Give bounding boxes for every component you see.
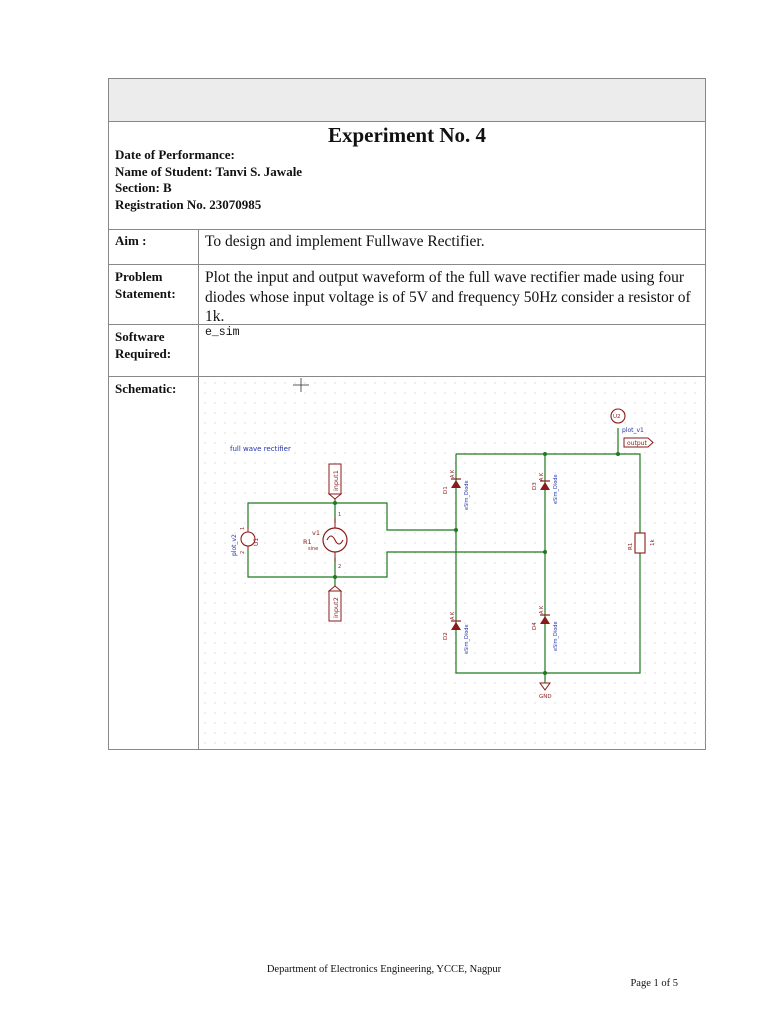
d1-cathode-pin: K [450,469,456,473]
source-ref: v1 [312,529,320,537]
output-port [624,438,653,447]
problem-label-line1: Problem [115,269,163,284]
problem-row [109,265,705,325]
d1-model: eSim_Diode [464,480,470,510]
registration-number: Registration No. 23070985 [115,196,262,212]
problem-value: Plot the input and output waveform of the full wave rectifier made using four diodes whose input voltage is of 5V and frequency 50Hz consider a resistor of 1k. [205,269,691,325]
d1-ref: D1 [443,486,449,494]
d2-cathode-pin: K [450,611,456,615]
d2-model: eSim_Diode [464,624,470,654]
header-banner [109,79,705,122]
source-value: sine [308,546,319,552]
d3-ref: D3 [532,482,538,490]
software-value: e_sim [205,326,240,339]
page-title: Experiment No. 4 [327,123,487,147]
problem-label [109,265,199,324]
software-label [109,325,199,376]
source-res-ref: R1 [303,538,312,546]
plot-v1-ref: U2 [613,414,621,420]
plot-v2-pin2: 2 [240,550,246,554]
source-pin1: 1 [338,512,342,518]
experiment-sheet [108,78,706,750]
date-of-performance: Date of Performance: [115,147,235,162]
d2-ref: D2 [443,632,449,640]
schematic-label: Schematic: [109,377,199,749]
schematic-row [109,377,705,749]
header-block [109,121,705,230]
plot-v2-label: plot_v2 [231,534,238,556]
d3-anode-pin: A [539,477,545,481]
ground-label: GND [539,694,552,700]
d4-cathode-pin: K [539,605,545,609]
d4-ref: D4 [532,622,538,630]
software-row [109,325,705,377]
d2-anode-pin: A [450,616,456,620]
plot-v2-ref: U1 [253,537,260,546]
aim-row [109,229,705,265]
schematic-title: full wave rectifier [230,445,291,453]
student-meta [115,147,302,213]
footer-department: Department of Electronics Engineering, YCCE, Nagpur [266,964,502,975]
plot-v1-label: plot_v1 [622,427,644,434]
output-label: output [627,440,647,447]
d3-cathode-pin: K [539,472,545,476]
problem-label-line2: Statement: [115,285,176,301]
input2-label: input2 [332,597,340,618]
footer-page-number: Page 1 of 5 [630,978,678,989]
aim-label: Aim : [109,229,199,264]
software-label-line2: Required: [115,345,172,361]
input1-port [329,464,341,499]
plot-v2-pin1: 1 [240,526,246,530]
student-name: Name of Student: Tanvi S. Jawale [115,163,303,179]
aim-value: To design and implement Fullwave Rectifier. [205,233,485,250]
software-label-line1: Software [115,329,165,344]
circuit-schematic [200,378,706,748]
source-pin2: 2 [338,564,342,570]
resistor-ref: R1 [628,542,634,550]
d1-anode-pin: A [450,474,456,478]
section: Section: B [115,180,172,195]
input1-label: input1 [332,470,340,491]
d4-anode-pin: A [539,610,545,614]
input2-port [329,586,341,621]
d3-model: eSim_Diode [553,474,559,504]
resistor-value: 1k [650,539,656,546]
d4-model: eSim_Diode [553,621,559,651]
